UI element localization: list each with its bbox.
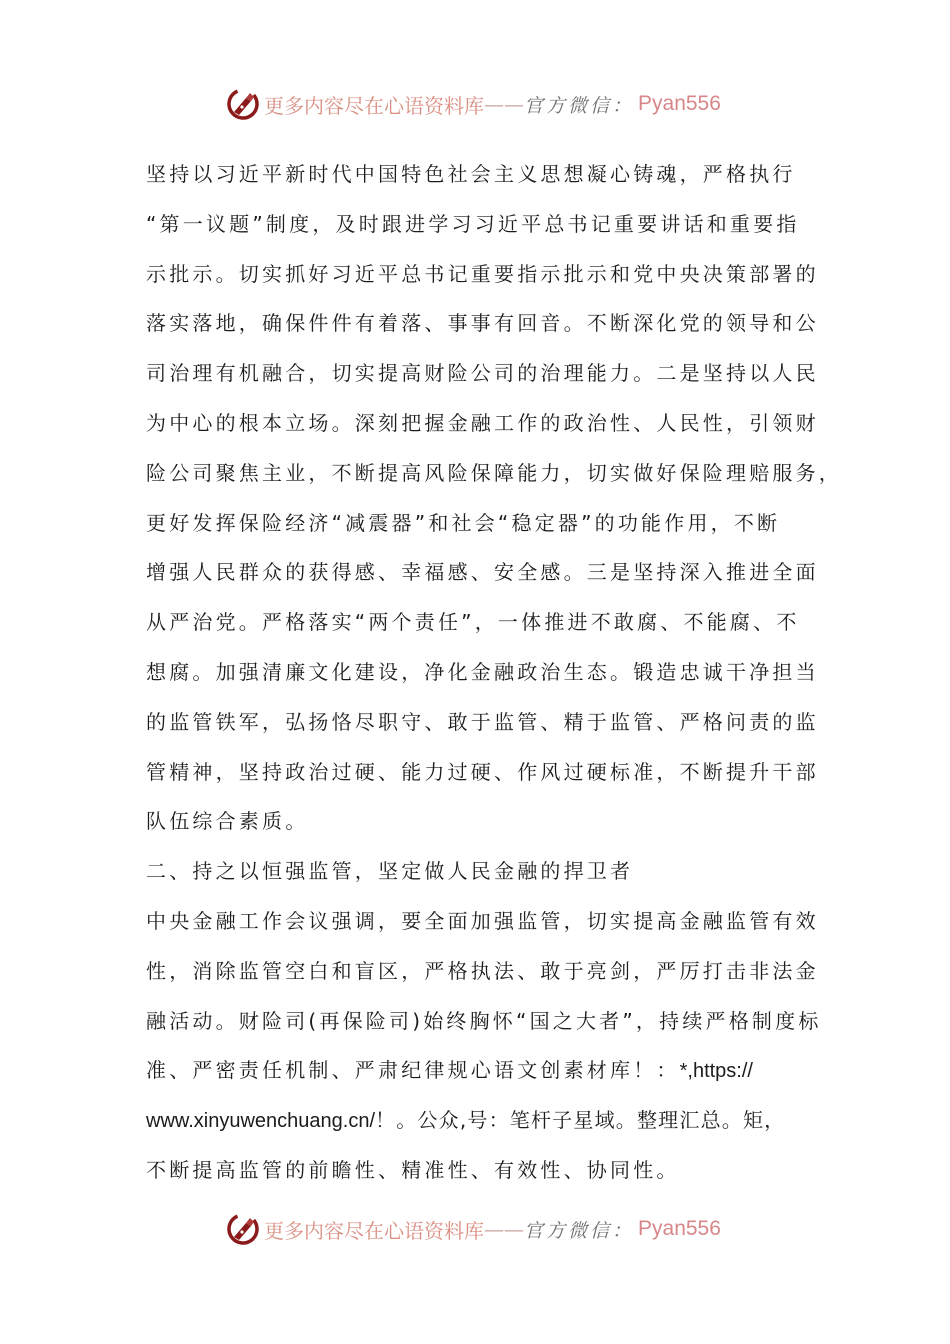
text-segment: ！。公众,号：笔杆子星域。整理汇总。矩， bbox=[375, 1108, 786, 1133]
pen-nib-circle-icon bbox=[226, 1212, 260, 1246]
banner-dash: —— bbox=[484, 1217, 524, 1241]
banner-main-text: 更多内容尽在心语资料库 bbox=[264, 93, 484, 118]
text-line: 不断提高监管的前瞻性、精准性、有效性、协同性。 bbox=[146, 1157, 680, 1182]
text-line: 管精神，坚持政治过硬、能力过硬、作风过硬标准，不断提升干部 bbox=[146, 759, 819, 784]
text-line: 融活动。财险司(再保险司)始终胸怀“国之大者”，持续严格制度标 bbox=[146, 1008, 822, 1033]
document-body bbox=[146, 150, 842, 1196]
text-line: 示批示。切实抓好习近平总书记重要指示批示和党中央决策部署的 bbox=[146, 261, 819, 286]
text-line: 险公司聚焦主业，不断提高风险保障能力，切实做好保险理赔服务， bbox=[146, 460, 842, 485]
text-line bbox=[146, 1096, 826, 1146]
banner-wechat-id: Pyan556 bbox=[638, 1217, 721, 1240]
text-line: 性，消除监管空白和盲区，严格执法、敢于亮剑，严厉打击非法金 bbox=[146, 958, 819, 983]
banner-wechat-label: 官方微信： bbox=[524, 94, 635, 117]
text-segment: 准、严密责任机制、严肃纪律规心语文创素材库！： bbox=[146, 1058, 680, 1083]
text-line: 更好发挥保险经济“减震器”和社会“稳定器”的功能作用，不断 bbox=[146, 510, 781, 535]
banner-main-text: 更多内容尽在心语资料库 bbox=[264, 1218, 484, 1243]
banner-wechat-label: 官方微信： bbox=[524, 1219, 635, 1242]
text-line bbox=[146, 1046, 826, 1096]
section-heading: 二、持之以恒强监管，坚定做人民金融的捍卫者 bbox=[146, 859, 634, 884]
text-line: 队伍综合素质。 bbox=[146, 809, 309, 834]
text-line: 坚持以习近平新时代中国特色社会主义思想凝心铸魂，严格执行 bbox=[146, 162, 796, 186]
header-watermark-banner bbox=[226, 84, 726, 124]
url-fragment: www.xinyuwenchuang.cn/ bbox=[146, 1110, 376, 1133]
url-fragment: *,https:// bbox=[679, 1060, 753, 1083]
text-line: 增强人民群众的获得感、幸福感、安全感。三是坚持深入推进全面 bbox=[146, 560, 819, 585]
banner-wechat-id: Pyan556 bbox=[638, 92, 721, 115]
text-line: 落实落地，确保件件有着落、事事有回音。不断深化党的领导和公 bbox=[146, 311, 819, 336]
banner-dash: —— bbox=[484, 92, 524, 116]
text-line: “第一议题”制度，及时跟进学习习近平总书记重要讲话和重要指 bbox=[146, 211, 800, 236]
footer-watermark-banner bbox=[226, 1209, 726, 1249]
text-line: 中央金融工作会议强调，要全面加强监管，切实提高金融监管有效 bbox=[146, 908, 819, 933]
text-line: 的监管铁军，弘扬恪尽职守、敢于监管、精于监管、严格问责的监 bbox=[146, 709, 819, 734]
text-line: 想腐。加强清廉文化建设，净化金融政治生态。锻造忠诚干净担当 bbox=[146, 659, 819, 684]
pen-nib-circle-icon bbox=[226, 87, 260, 121]
text-line: 为中心的根本立场。深刻把握金融工作的政治性、人民性，引领财 bbox=[146, 410, 819, 435]
text-line: 从严治党。严格落实“两个责任”，一体推进不敢腐、不能腐、不 bbox=[146, 610, 800, 635]
text-line: 司治理有机融合，切实提高财险公司的治理能力。二是坚持以人民 bbox=[146, 361, 819, 386]
